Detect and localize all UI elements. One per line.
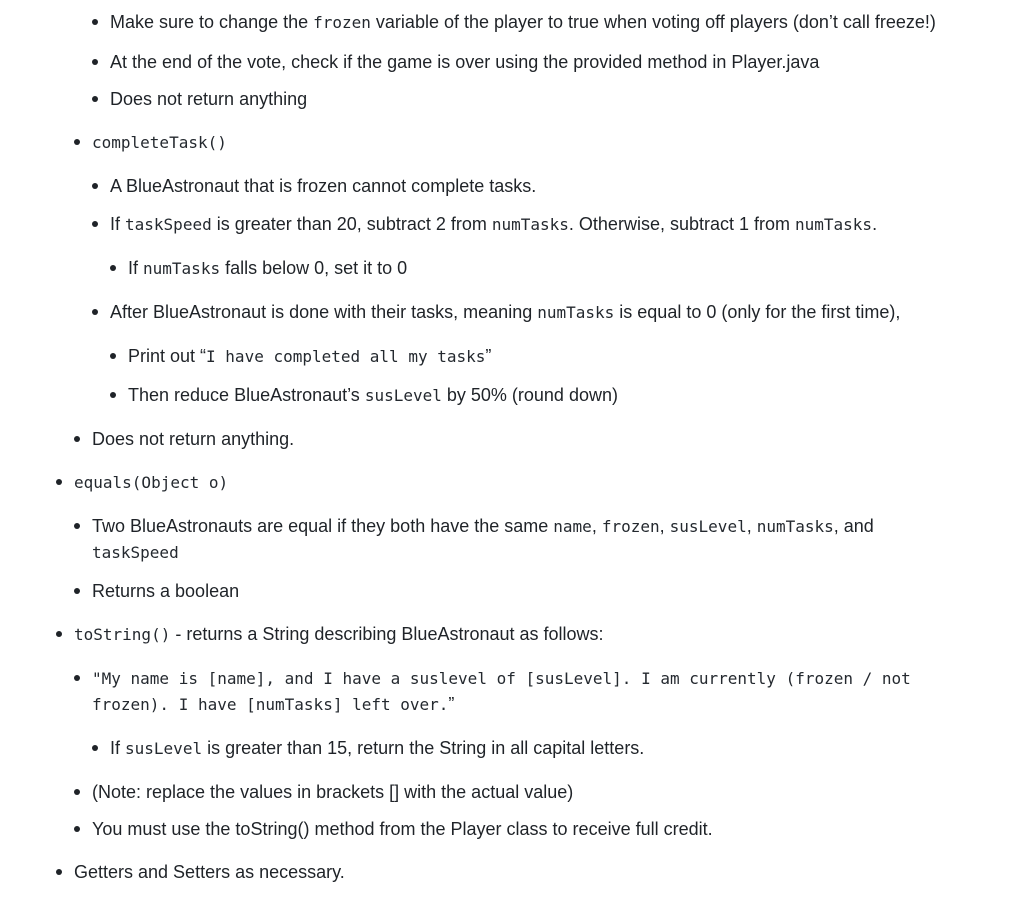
code-print-message: I have completed all my tasks — [206, 347, 486, 366]
item-text: , — [591, 516, 602, 536]
item-text: . Otherwise, subtract 1 from — [568, 214, 795, 234]
list-item — [128, 382, 618, 409]
bullet — [74, 675, 80, 681]
item-text: After BlueAstronaut is done with their tasks, meaning — [110, 302, 538, 322]
item-text: Make sure to change the — [110, 12, 314, 32]
bullet — [92, 96, 98, 102]
bullet — [74, 826, 80, 832]
item-text: Then reduce BlueAstronaut’s — [128, 385, 365, 405]
bullet — [74, 139, 80, 145]
code-num-tasks: numTasks — [795, 215, 873, 234]
list-item — [110, 211, 877, 238]
bullet — [56, 479, 62, 485]
item-text: is equal to 0 (only for the first time), — [614, 302, 901, 322]
item-text: , — [659, 516, 670, 536]
bullet — [92, 183, 98, 189]
item-text: ” — [485, 346, 492, 366]
item-text: Two BlueAstronauts are equal if they both have the same — [92, 516, 554, 536]
item-text: (Note: replace the values in brackets [] with the actual value) — [92, 782, 574, 802]
bullet — [56, 631, 62, 637]
item-text: ” — [448, 694, 455, 714]
list-item — [110, 735, 644, 762]
code-num-tasks: numTasks — [491, 215, 569, 234]
list-item — [92, 426, 294, 452]
item-text: by 50% (round down) — [441, 385, 618, 405]
code-sus-level: susLevel — [125, 739, 203, 758]
method-heading — [74, 621, 604, 648]
item-text: Getters and Setters as necessary. — [74, 862, 345, 882]
list-item — [110, 86, 307, 112]
code-num-tasks: numTasks — [756, 517, 834, 536]
code-equals: equals(Object o) — [74, 473, 229, 492]
item-text: Returns a boolean — [92, 581, 240, 601]
bullet — [92, 309, 98, 315]
code-format-string: frozen). I have [numTasks] left over. — [92, 695, 449, 714]
code-format-string: "My name is [name], and I have a suslevel of [susLevel]. I am currently (frozen / not — [92, 669, 911, 688]
item-text: . — [872, 214, 878, 234]
item-text: variable of the player to true when voting off players (don’t call freeze!) — [370, 12, 936, 32]
item-text: At the end of the vote, check if the game is over using the provided method in Player.java — [110, 52, 820, 72]
code-complete-task: completeTask() — [92, 133, 227, 152]
bullet — [110, 392, 116, 398]
item-text: Print out “ — [128, 346, 207, 366]
bullet — [92, 59, 98, 65]
code-frozen: frozen — [313, 13, 371, 32]
bullet — [92, 745, 98, 751]
item-text: falls below 0, set it to 0 — [220, 258, 408, 278]
list-item — [128, 255, 407, 282]
item-text: If — [110, 738, 126, 758]
list-item — [92, 513, 874, 540]
item-text: Does not return anything — [110, 89, 308, 109]
bullet — [92, 19, 98, 25]
item-text: Does not return anything. — [92, 429, 295, 449]
code-num-tasks: numTasks — [537, 303, 615, 322]
code-to-string: toString() — [74, 625, 171, 644]
code-sus-level: susLevel — [364, 386, 442, 405]
item-text: , — [746, 516, 757, 536]
code-task-speed: taskSpeed — [92, 543, 179, 562]
code-num-tasks: numTasks — [143, 259, 221, 278]
bullet — [110, 265, 116, 271]
item-text: You must use the toString() method from the Player class to receive full credit. — [92, 819, 713, 839]
list-item — [128, 343, 491, 370]
list-item — [92, 779, 573, 805]
list-item — [92, 816, 713, 842]
method-heading — [92, 129, 227, 156]
code-task-speed: taskSpeed — [125, 215, 212, 234]
item-text: is greater than 20, subtract 2 from — [211, 214, 492, 234]
bullet — [74, 436, 80, 442]
bullet — [74, 523, 80, 529]
item-text: , and — [833, 516, 874, 536]
list-item-continuation — [92, 691, 454, 718]
bullet — [56, 869, 62, 875]
bullet — [74, 588, 80, 594]
list-item — [74, 859, 345, 885]
item-text: If — [128, 258, 144, 278]
code-frozen: frozen — [601, 517, 660, 536]
bullet — [74, 789, 80, 795]
method-heading — [74, 469, 228, 496]
code-sus-level: susLevel — [669, 517, 747, 536]
list-item-continuation — [92, 539, 179, 566]
code-name: name — [553, 517, 592, 536]
list-item — [92, 665, 911, 692]
list-item — [110, 299, 900, 326]
item-text: is greater than 15, return the String in all capital letters. — [202, 738, 645, 758]
list-item — [110, 173, 536, 199]
list-item — [92, 578, 239, 604]
item-text: If — [110, 214, 126, 234]
list-item — [110, 9, 936, 36]
bullet — [110, 353, 116, 359]
item-text: A BlueAstronaut that is frozen cannot complete tasks. — [110, 176, 537, 196]
bullet — [92, 221, 98, 227]
list-item — [110, 49, 819, 75]
item-text: - returns a String describing BlueAstronaut as follows: — [170, 624, 604, 644]
